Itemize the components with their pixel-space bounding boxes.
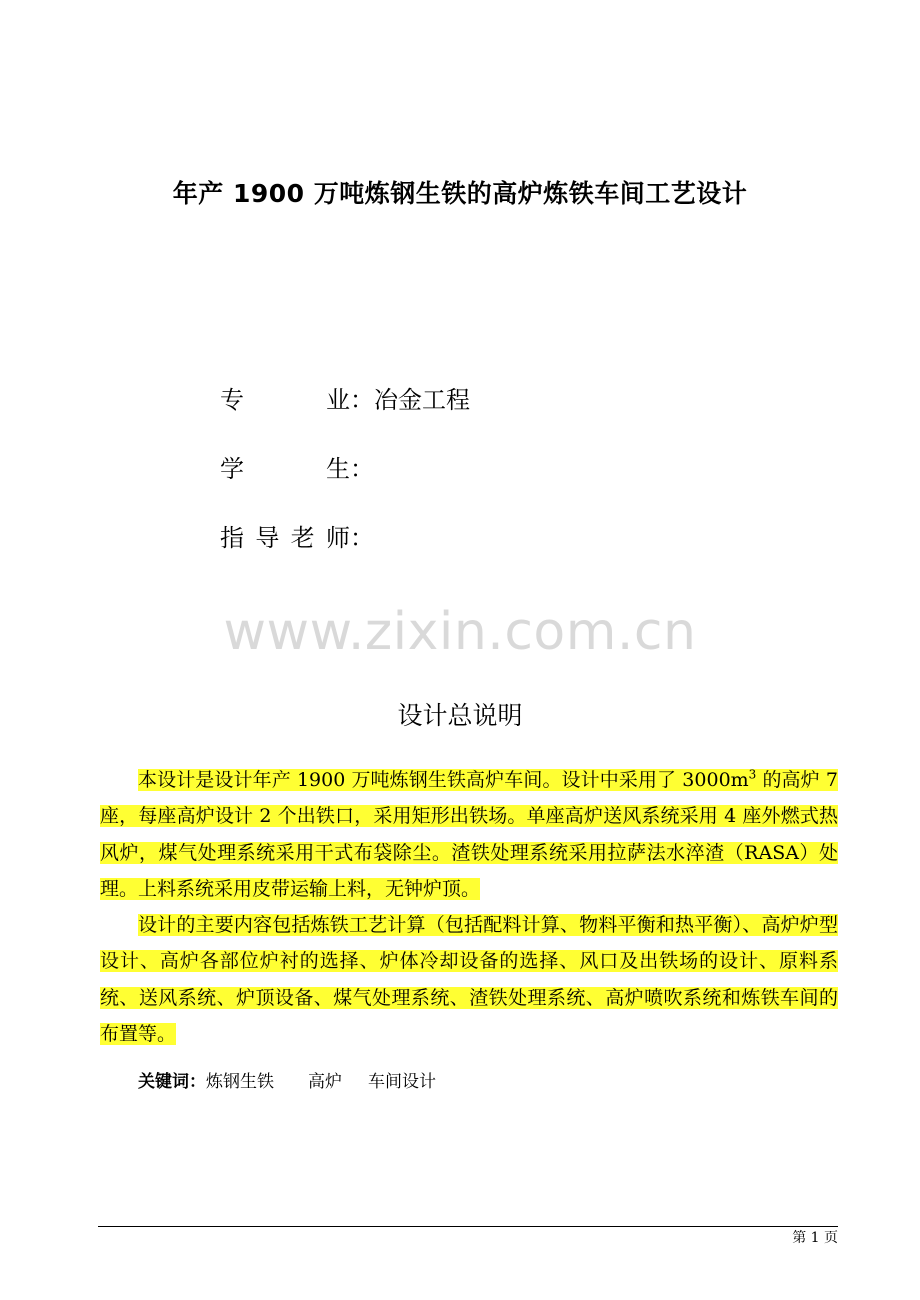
document-title: 年产 1900 万吨炼钢生铁的高炉炼铁车间工艺设计 — [172, 179, 748, 208]
paragraph-summary — [100, 762, 838, 907]
page-number: 第 1 页 — [792, 1230, 838, 1246]
paragraph-text: 本设计是设计年产 1900 万吨炼钢生铁高炉车间。设计中采用了 3000m — [138, 769, 749, 791]
info-label-advisor: 指导老师 — [220, 524, 350, 552]
section-heading: 设计总说明 — [397, 701, 523, 730]
paragraph-contents — [100, 907, 838, 1052]
superscript: 3 — [748, 767, 757, 782]
keywords-label: 关键词： — [138, 1072, 206, 1092]
info-row-advisor — [220, 518, 374, 558]
keyword-item: 炼钢生铁 — [206, 1072, 274, 1092]
info-value-major: 冶金工程 — [374, 386, 470, 414]
info-row-major — [220, 380, 470, 420]
info-colon-student: ： — [350, 455, 374, 483]
document-body — [100, 762, 838, 1052]
keywords-line — [138, 1068, 470, 1096]
info-label-student: 学生 — [220, 455, 350, 483]
keyword-item: 车间设计 — [368, 1072, 436, 1092]
paragraph-text: 的高炉 7 座，每座高炉设计 2 个出铁口，采用矩形出铁场。单座高炉送风系统采用 4 座外燃式热风炉，煤气处理系统采用干式布袋除尘。渣铁处理系统采用拉萨法水淬渣（RASA）处理。上料系统采用皮带运输上料，无钟炉顶。 — [100, 769, 838, 900]
highlighted-text — [100, 769, 838, 900]
info-colon-advisor: ： — [350, 524, 374, 552]
footer-divider — [98, 1226, 838, 1227]
info-row-student — [220, 449, 374, 489]
watermark: www.zixin.com.cn — [223, 602, 697, 662]
keyword-item: 高炉 — [308, 1072, 342, 1092]
info-colon-major: ： — [350, 386, 374, 414]
info-label-major: 专业 — [220, 386, 350, 414]
highlighted-text: 设计的主要内容包括炼铁工艺计算（包括配料计算、物料平衡和热平衡）、高炉炉型设计、高炉各部位炉衬的选择、炉体冷却设备的选择、风口及出铁场的设计、原料系统、送风系统、炉顶设备、煤气处理系统、渣铁处理系统、高炉喷吹系统和炼铁车间的布置等。 — [100, 914, 838, 1046]
